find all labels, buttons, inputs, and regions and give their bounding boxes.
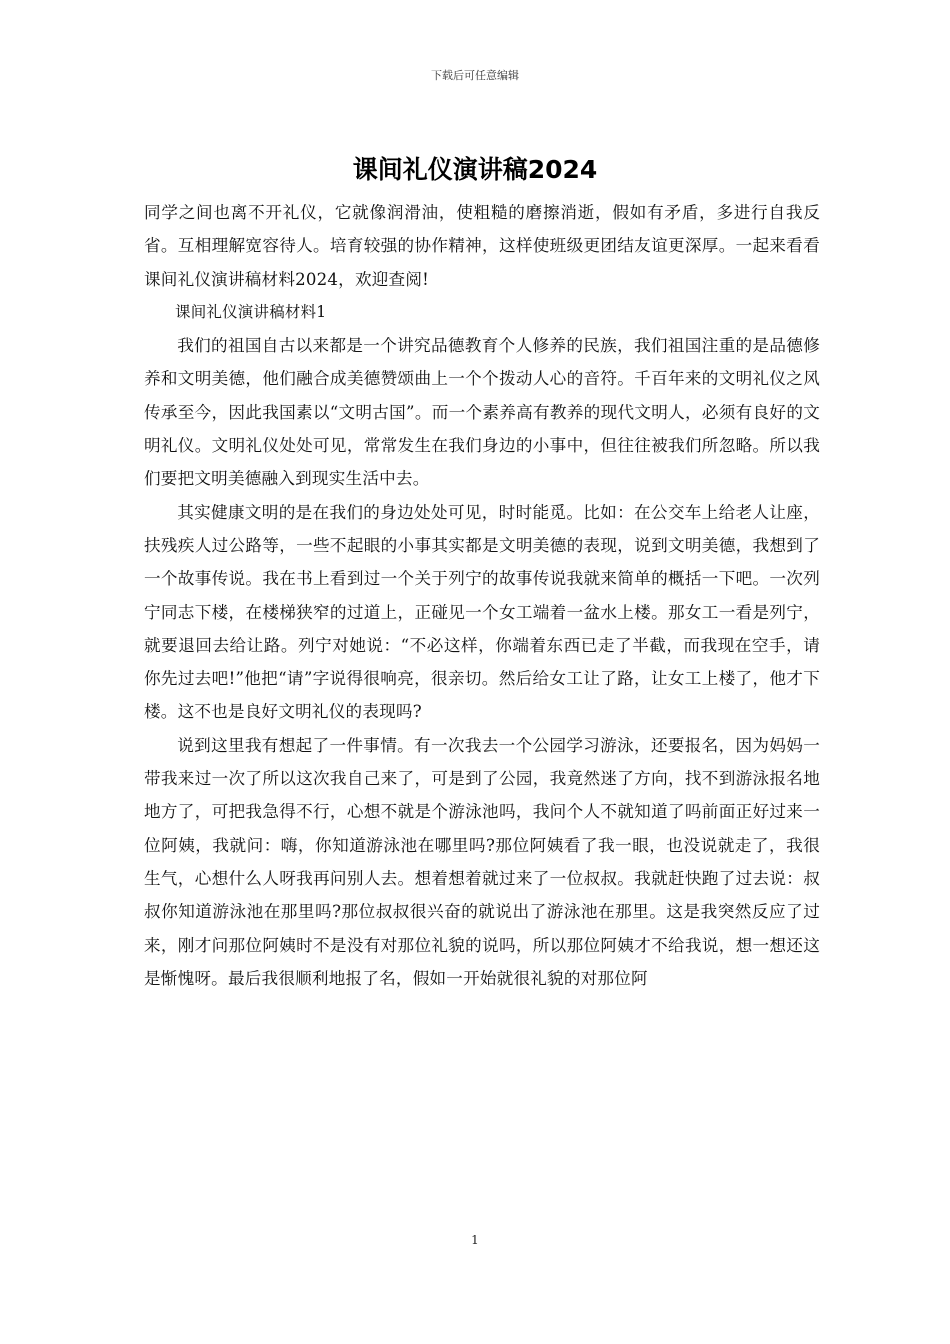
body-paragraph-2: 其实健康文明的是在我们的身边处处可见，时时能觅。比如：在公交车上给老人让座，扶残疾人过公路等，一些不起眼的小事其实都是文明美德的表现，说到文明美德，我想到了一个故事传说。我在书上看到过一个关于列宁的故事传说我就来简单的概括一下吧。一次列宁同志下楼，在楼梯狭窄的过道上，正碰见一个女工端着一盆水上楼。那女工一看是列宁，就要退回去给让路。列宁对她说：“不必这样，你端着东西已走了半截，而我现在空手，请你先过去吧!”他把“请”字说得很响亮，很亲切。然后给女工让了路，让女工上楼了，他才下楼。这不也是良好文明礼仪的表现吗? xyxy=(144,502,820,722)
body-paragraph-1: 我们的祖国自古以来都是一个讲究品德教育个人修养的民族，我们祖国注重的是品德修养和文明美德，他们融合成美德赞颂曲上一个个拨动人心的音符。千百年来的文明礼仪之风传承至今，因此我国素以“文明古国”。而一个素养高有教养的现代文明人，必须有良好的文明礼仪。文明礼仪处处可见，常常发生在我们身边的小事中，但往往被我们所忽略。所以我们要把文明美德融入到现实生活中去。 xyxy=(144,336,820,489)
body-paragraph-3: 说到这里我有想起了一件事情。有一次我去一个公园学习游泳，还要报名，因为妈妈一带我来过一次了所以这次我自己来了，可是到了公园，我竟然迷了方向，找不到游泳报名地地方了，可把我急得不行，心想不就是个游泳池吗，我问个人不就知道了吗前面正好过来一位阿姨，我就问：嗨，你知道游泳池在哪里吗?那位阿姨看了我一眼，也没说就走了，我很生气，心想什么人呀我再问别人去。想着想着就过来了一位叔叔。我就赶快跑了过去说：叔叔你知道游泳池在那里吗?那位叔叔很兴奋的就说出了游泳池在那里。这是我突然反应了过来，刚才问那位阿姨时不是没有对那位礼貌的说吗，所以那位阿姨才不给我说，想一想还这是惭愧呀。最后我很顺利地报了名，假如一开始就很礼貌的对那位阿 xyxy=(144,735,820,988)
document-body xyxy=(144,196,820,995)
document-title: 课间礼仪演讲稿2024 xyxy=(352,155,598,184)
header-note: 下载后可任意编辑 xyxy=(431,69,519,82)
intro-paragraph: 同学之间也离不开礼仪，它就像润滑油，使粗糙的磨擦消逝，假如有矛盾，多进行自我反省。互相理解宽容待人。培育较强的协作精神，这样使班级更团结友谊更深厚。一起来看看课间礼仪演讲稿材料2024，欢迎查阅! xyxy=(144,203,820,289)
section-heading: 课间礼仪演讲稿材料1 xyxy=(175,302,327,321)
page-number: 1 xyxy=(471,1233,479,1247)
